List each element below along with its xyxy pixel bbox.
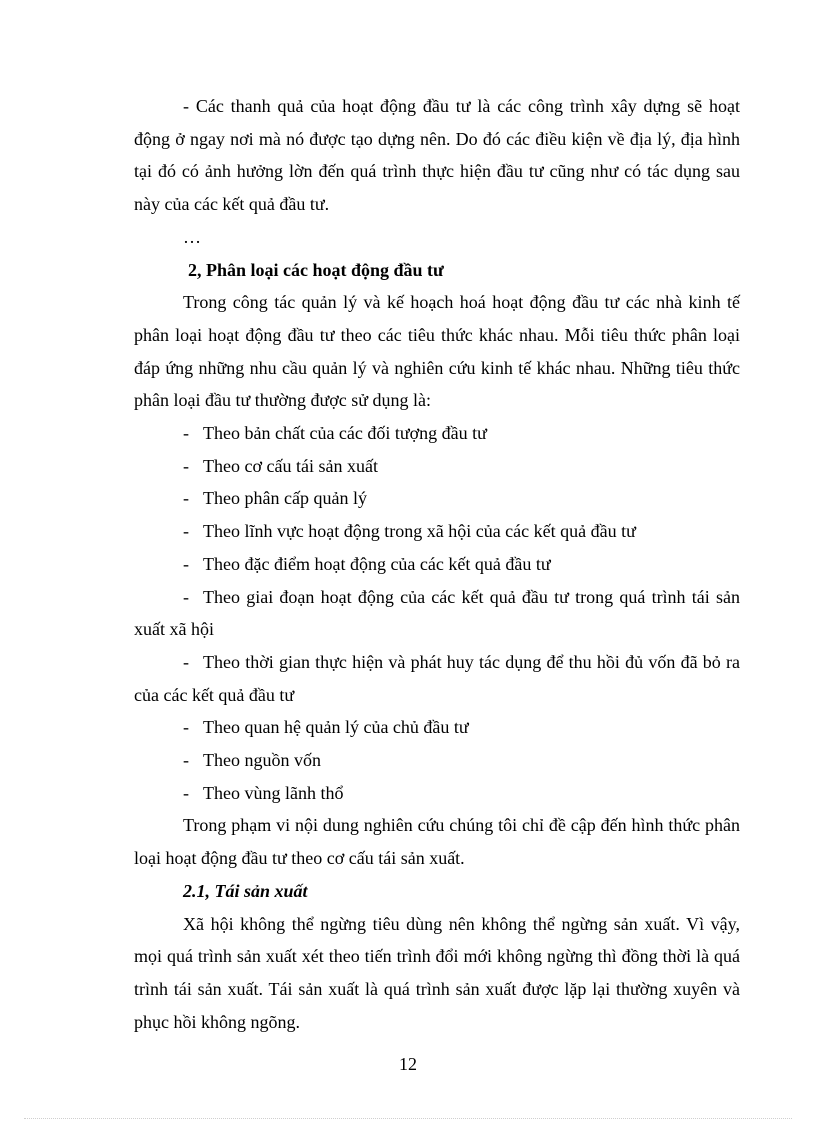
ellipsis-text: …: [183, 226, 201, 247]
list-item: [134, 482, 740, 515]
footer-divider: [24, 1118, 792, 1119]
list-item: [134, 548, 740, 581]
dash-marker: -: [183, 782, 189, 803]
list-item-text: Theo cơ cấu tái sản xuất: [203, 455, 378, 476]
section-heading-classification: 2, Phân loại các hoạt động đầu tư: [188, 259, 444, 280]
list-item: [134, 450, 740, 483]
list-item-text: Theo đặc điểm hoạt động của các kết quả đầu tư: [203, 553, 551, 574]
list-item: [134, 777, 740, 810]
dash-marker: -: [183, 717, 189, 738]
list-item-text: Theo quan hệ quản lý của chủ đầu tư: [203, 717, 469, 738]
list-item: [134, 646, 740, 711]
page-body: [134, 90, 740, 1038]
list-item-text: Theo giai đoạn hoạt động của các kết quả đầu tư trong quá trình tái sản xuất xã hội: [134, 586, 740, 640]
dash-marker: -: [183, 750, 189, 771]
list-item-text: Theo nguồn vốn: [203, 750, 321, 771]
list-item: [134, 515, 740, 548]
list-item-text: Theo bản chất của các đối tượng đầu tư: [203, 423, 487, 444]
list-item-text: Theo phân cấp quản lý: [203, 488, 367, 509]
dash-marker: -: [183, 521, 189, 542]
dash-marker: -: [183, 586, 189, 607]
subsection-heading-reproduction: 2.1, Tái sản xuất: [183, 880, 308, 901]
dash-marker: -: [183, 651, 189, 672]
dash-marker: -: [183, 455, 189, 476]
paragraph-reproduction: Xã hội không thể ngừng tiêu dùng nên không thể ngừng sản xuất. Vì vậy, mọi quá trình sản xuất xét theo tiến trình đổi mới không ngừng thì đồng thời là quá trình tái sản xuất. Tái sản xuất là quá trình sản xuất được lặp lại thường xuyên và phục hồi không ngõng.: [134, 913, 740, 1032]
list-item: [134, 417, 740, 450]
dash-marker: -: [183, 488, 189, 509]
list-item-text: Theo thời gian thực hiện và phát huy tác dụng để thu hồi đủ vốn đã bỏ ra của các kết quả đầu tư: [134, 651, 740, 705]
list-item: [134, 711, 740, 744]
dash-marker: -: [183, 553, 189, 574]
page-number: 12: [399, 1054, 417, 1074]
paragraph-classification-intro: Trong công tác quản lý và kế hoạch hoá hoạt động đầu tư các nhà kinh tế phân loại hoạt động đầu tư theo các tiêu thức khác nhau. Mỗi tiêu thức phân loại đáp ứng những nhu cầu quản lý và nghiên cứu kinh tế khác nhau. Những tiêu thức phân loại đầu tư thường được sử dụng là:: [134, 292, 740, 411]
paragraph-characteristics: - Các thanh quả của hoạt động đầu tư là các công trình xây dựng sẽ hoạt động ở ngay nơi mà nó được tạo dựng nên. Do đó các điều kiện về địa lý, địa hình tại đó có ảnh hưởng lờn đến quá trình thực hiện đầu tư cũng như có tác dụng sau này của các kết quả đầu tư.: [134, 96, 740, 215]
list-item-text: Theo lĩnh vực hoạt động trong xã hội của các kết quả đầu tư: [203, 521, 636, 542]
classification-criteria-list: [134, 417, 740, 809]
list-item-text: Theo vùng lãnh thổ: [203, 782, 344, 803]
dash-marker: -: [183, 423, 189, 444]
list-item: [134, 581, 740, 646]
paragraph-scope: Trong phạm vi nội dung nghiên cứu chúng tôi chỉ đề cập đến hình thức phân loại hoạt động đầu tư theo cơ cấu tái sản xuất.: [134, 815, 740, 869]
list-item: [134, 744, 740, 777]
